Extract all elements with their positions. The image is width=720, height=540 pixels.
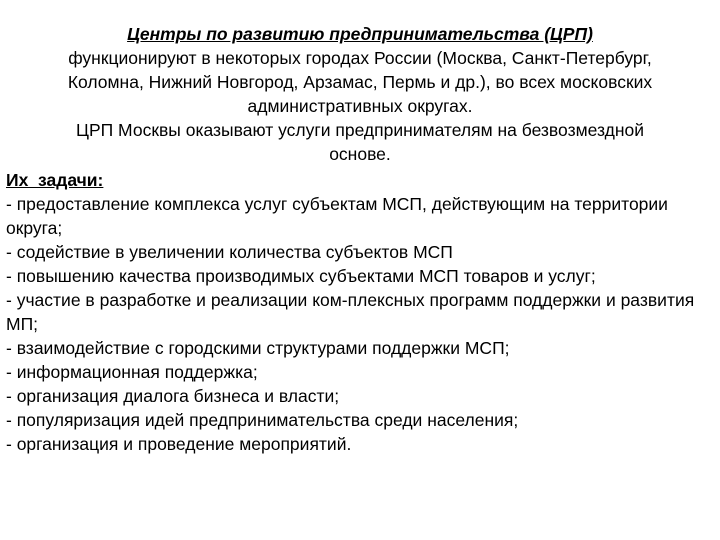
task-item: - взаимодействие с городскими структурами поддержки МСП; — [6, 338, 510, 358]
task-item: - повышению качества производимых субъектами МСП товаров и услуг; — [6, 266, 596, 286]
intro-block — [10, 22, 710, 166]
intro-line: ЦРП Москвы оказывают услуги предпринимателям на безвозмездной — [76, 120, 644, 140]
intro-line: административных округах. — [247, 96, 473, 116]
task-item: - популяризация идей предпринимательства среди населения; — [6, 410, 519, 430]
task-item: - содействие в увеличении количества субъектов МСП — [6, 242, 453, 262]
intro-line: функционируют в некоторых городах России (Москва, Санкт-Петербург, — [68, 48, 652, 68]
task-item: - предоставление комплекса услуг субъектам МСП, действующим на территории округа; — [6, 194, 668, 238]
task-item: - организация диалога бизнеса и власти; — [6, 386, 340, 406]
task-item: - информационная поддержка; — [6, 362, 258, 382]
intro-line: Коломна, Нижний Новгород, Арзамас, Пермь и др.), во всех московских — [67, 72, 653, 92]
intro-line: основе. — [329, 144, 391, 164]
slide-title: Центры по развитию предпринимательства (ЦРП) — [127, 24, 593, 44]
task-item: - участие в разработке и реализации ком-плексных программ поддержки и развития МП; — [6, 290, 695, 334]
task-list — [6, 192, 716, 456]
tasks-heading: Их задачи: — [6, 170, 104, 190]
task-item: - организация и проведение мероприятий. — [6, 434, 352, 454]
tasks-block — [6, 168, 716, 456]
